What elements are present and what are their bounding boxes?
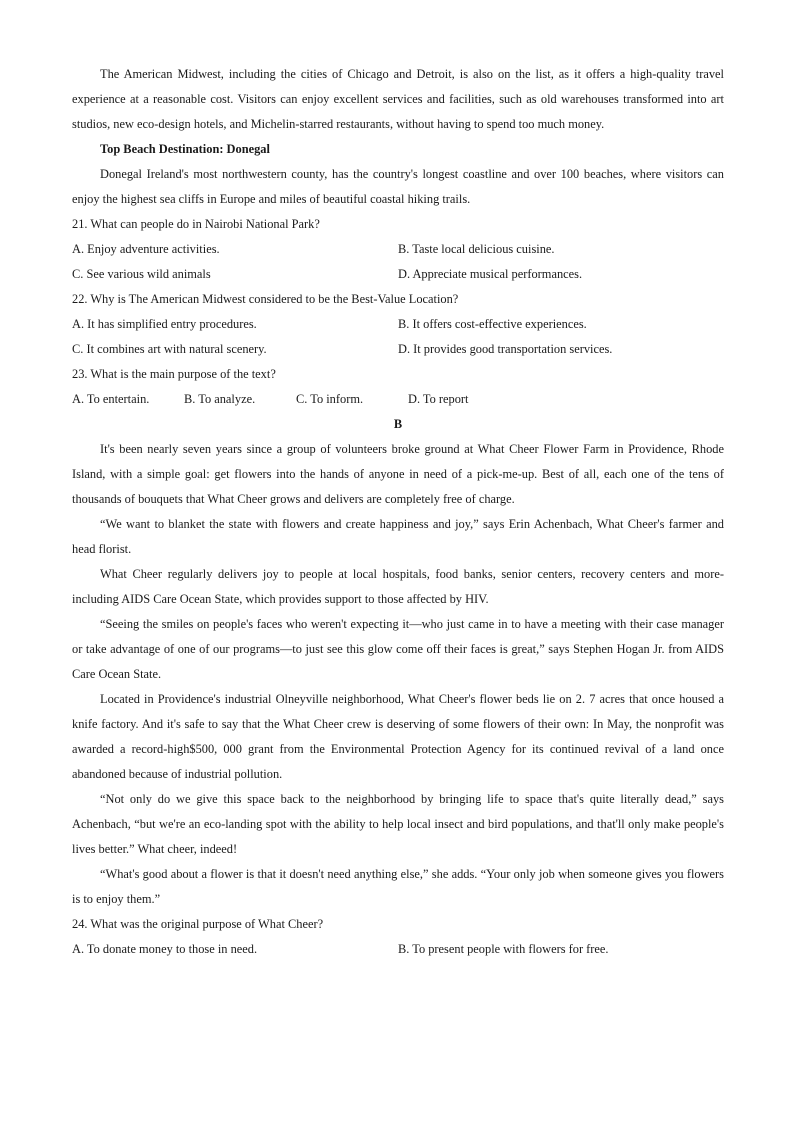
question-21 <box>72 212 724 287</box>
option-row <box>72 262 724 287</box>
passage-b-paragraph: “What's good about a flower is that it doesn't need anything else,” she adds. “Your only job when someone gives you flowers is to enjoy them.” <box>72 867 724 906</box>
option-row <box>72 937 724 962</box>
option-row <box>72 237 724 262</box>
midwest-paragraph: The American Midwest, including the cities of Chicago and Detroit, is also on the list, as it offers a high-quality travel experience at a reasonable cost. Visitors can enjoy excellent services and facilities, such as old warehouses transformed into art studios, new eco-design hotels, and Michelin-starred restaurants, without having to spend too much money. <box>72 67 724 131</box>
option-b[interactable]: B. Taste local delicious cuisine. <box>398 242 555 256</box>
option-c[interactable]: C. It combines art with natural scenery. <box>72 342 267 356</box>
section-b-label: B <box>393 417 403 431</box>
passage-b-paragraph: “We want to blanket the state with flowers and create happiness and joy,” says Erin Achenbach, What Cheer's farmer and head florist. <box>72 517 724 556</box>
passage-b-paragraph: It's been nearly seven years since a group of volunteers broke ground at What Cheer Flower Farm in Providence, Rhode Island, with a simple goal: get flowers into the hands of anyone in need of a pick-me-up. Best of all, each one of the tens of thousands of bouquets that What Cheer grows and delivers are completely free of charge. <box>72 442 724 506</box>
option-b[interactable]: B. To present people with flowers for free. <box>398 942 609 956</box>
passage-b-paragraph: “Not only do we give this space back to the neighborhood by bringing life to space that's quite literally dead,” says Achenbach, “but we're an eco-landing spot with the ability to help local insect and bird populations, and that'll only make people's lives better.” What cheer, indeed! <box>72 792 724 856</box>
option-b[interactable]: B. It offers cost-effective experiences. <box>398 317 587 331</box>
option-b[interactable]: B. To analyze. <box>184 392 256 406</box>
passage-b-paragraph: “Seeing the smiles on people's faces who weren't expecting it—who just came in to have a meeting with their case manager or take advantage of one of our programs—to just see this glow come off their faces is great,” says Stephen Hogan Jr. from AIDS Care Ocean State. <box>72 617 724 681</box>
question-24 <box>72 912 724 962</box>
question-stem: 21. What can people do in Nairobi National Park? <box>72 217 320 231</box>
question-stem: 23. What is the main purpose of the text? <box>72 367 276 381</box>
option-a[interactable]: A. Enjoy adventure activities. <box>72 242 220 256</box>
beach-heading: Top Beach Destination: Donegal <box>100 142 270 156</box>
passage-b-paragraph: Located in Providence's industrial Olneyville neighborhood, What Cheer's flower beds lie on 2. 7 acres that once housed a knife factory. And it's safe to say that the What Cheer crew is deserving of some flowers of their own: In May, the nonprofit was awarded a record-high$500, 000 grant from the Environmental Protection Agency for its continued revival of a land once abandoned because of industrial pollution. <box>72 692 724 781</box>
option-a[interactable]: A. To entertain. <box>72 392 150 406</box>
option-d[interactable]: D. Appreciate musical performances. <box>398 267 583 281</box>
option-row <box>72 387 724 412</box>
option-a[interactable]: A. It has simplified entry procedures. <box>72 317 257 331</box>
passage-b-paragraph: What Cheer regularly delivers joy to people at local hospitals, food banks, senior centers, recovery centers and more-including AIDS Care Ocean State, which provides support to those affected by HIV. <box>72 567 724 606</box>
option-d[interactable]: D. To report <box>408 392 469 406</box>
question-22 <box>72 287 724 362</box>
question-23 <box>72 362 724 412</box>
donegal-paragraph: Donegal Ireland's most northwestern county, has the country's longest coastline and over 100 beaches, where visitors can enjoy the highest sea cliffs in Europe and miles of beautiful coastal hiking trails. <box>72 167 724 206</box>
option-c[interactable]: C. See various wild animals <box>72 267 211 281</box>
option-a[interactable]: A. To donate money to those in need. <box>72 942 258 956</box>
question-stem: 22. Why is The American Midwest considered to be the Best-Value Location? <box>72 292 459 306</box>
option-row <box>72 337 724 362</box>
question-stem: 24. What was the original purpose of What Cheer? <box>72 917 324 931</box>
option-d[interactable]: D. It provides good transportation services. <box>398 342 613 356</box>
option-row <box>72 312 724 337</box>
exam-page <box>72 62 724 962</box>
option-c[interactable]: C. To inform. <box>296 392 364 406</box>
